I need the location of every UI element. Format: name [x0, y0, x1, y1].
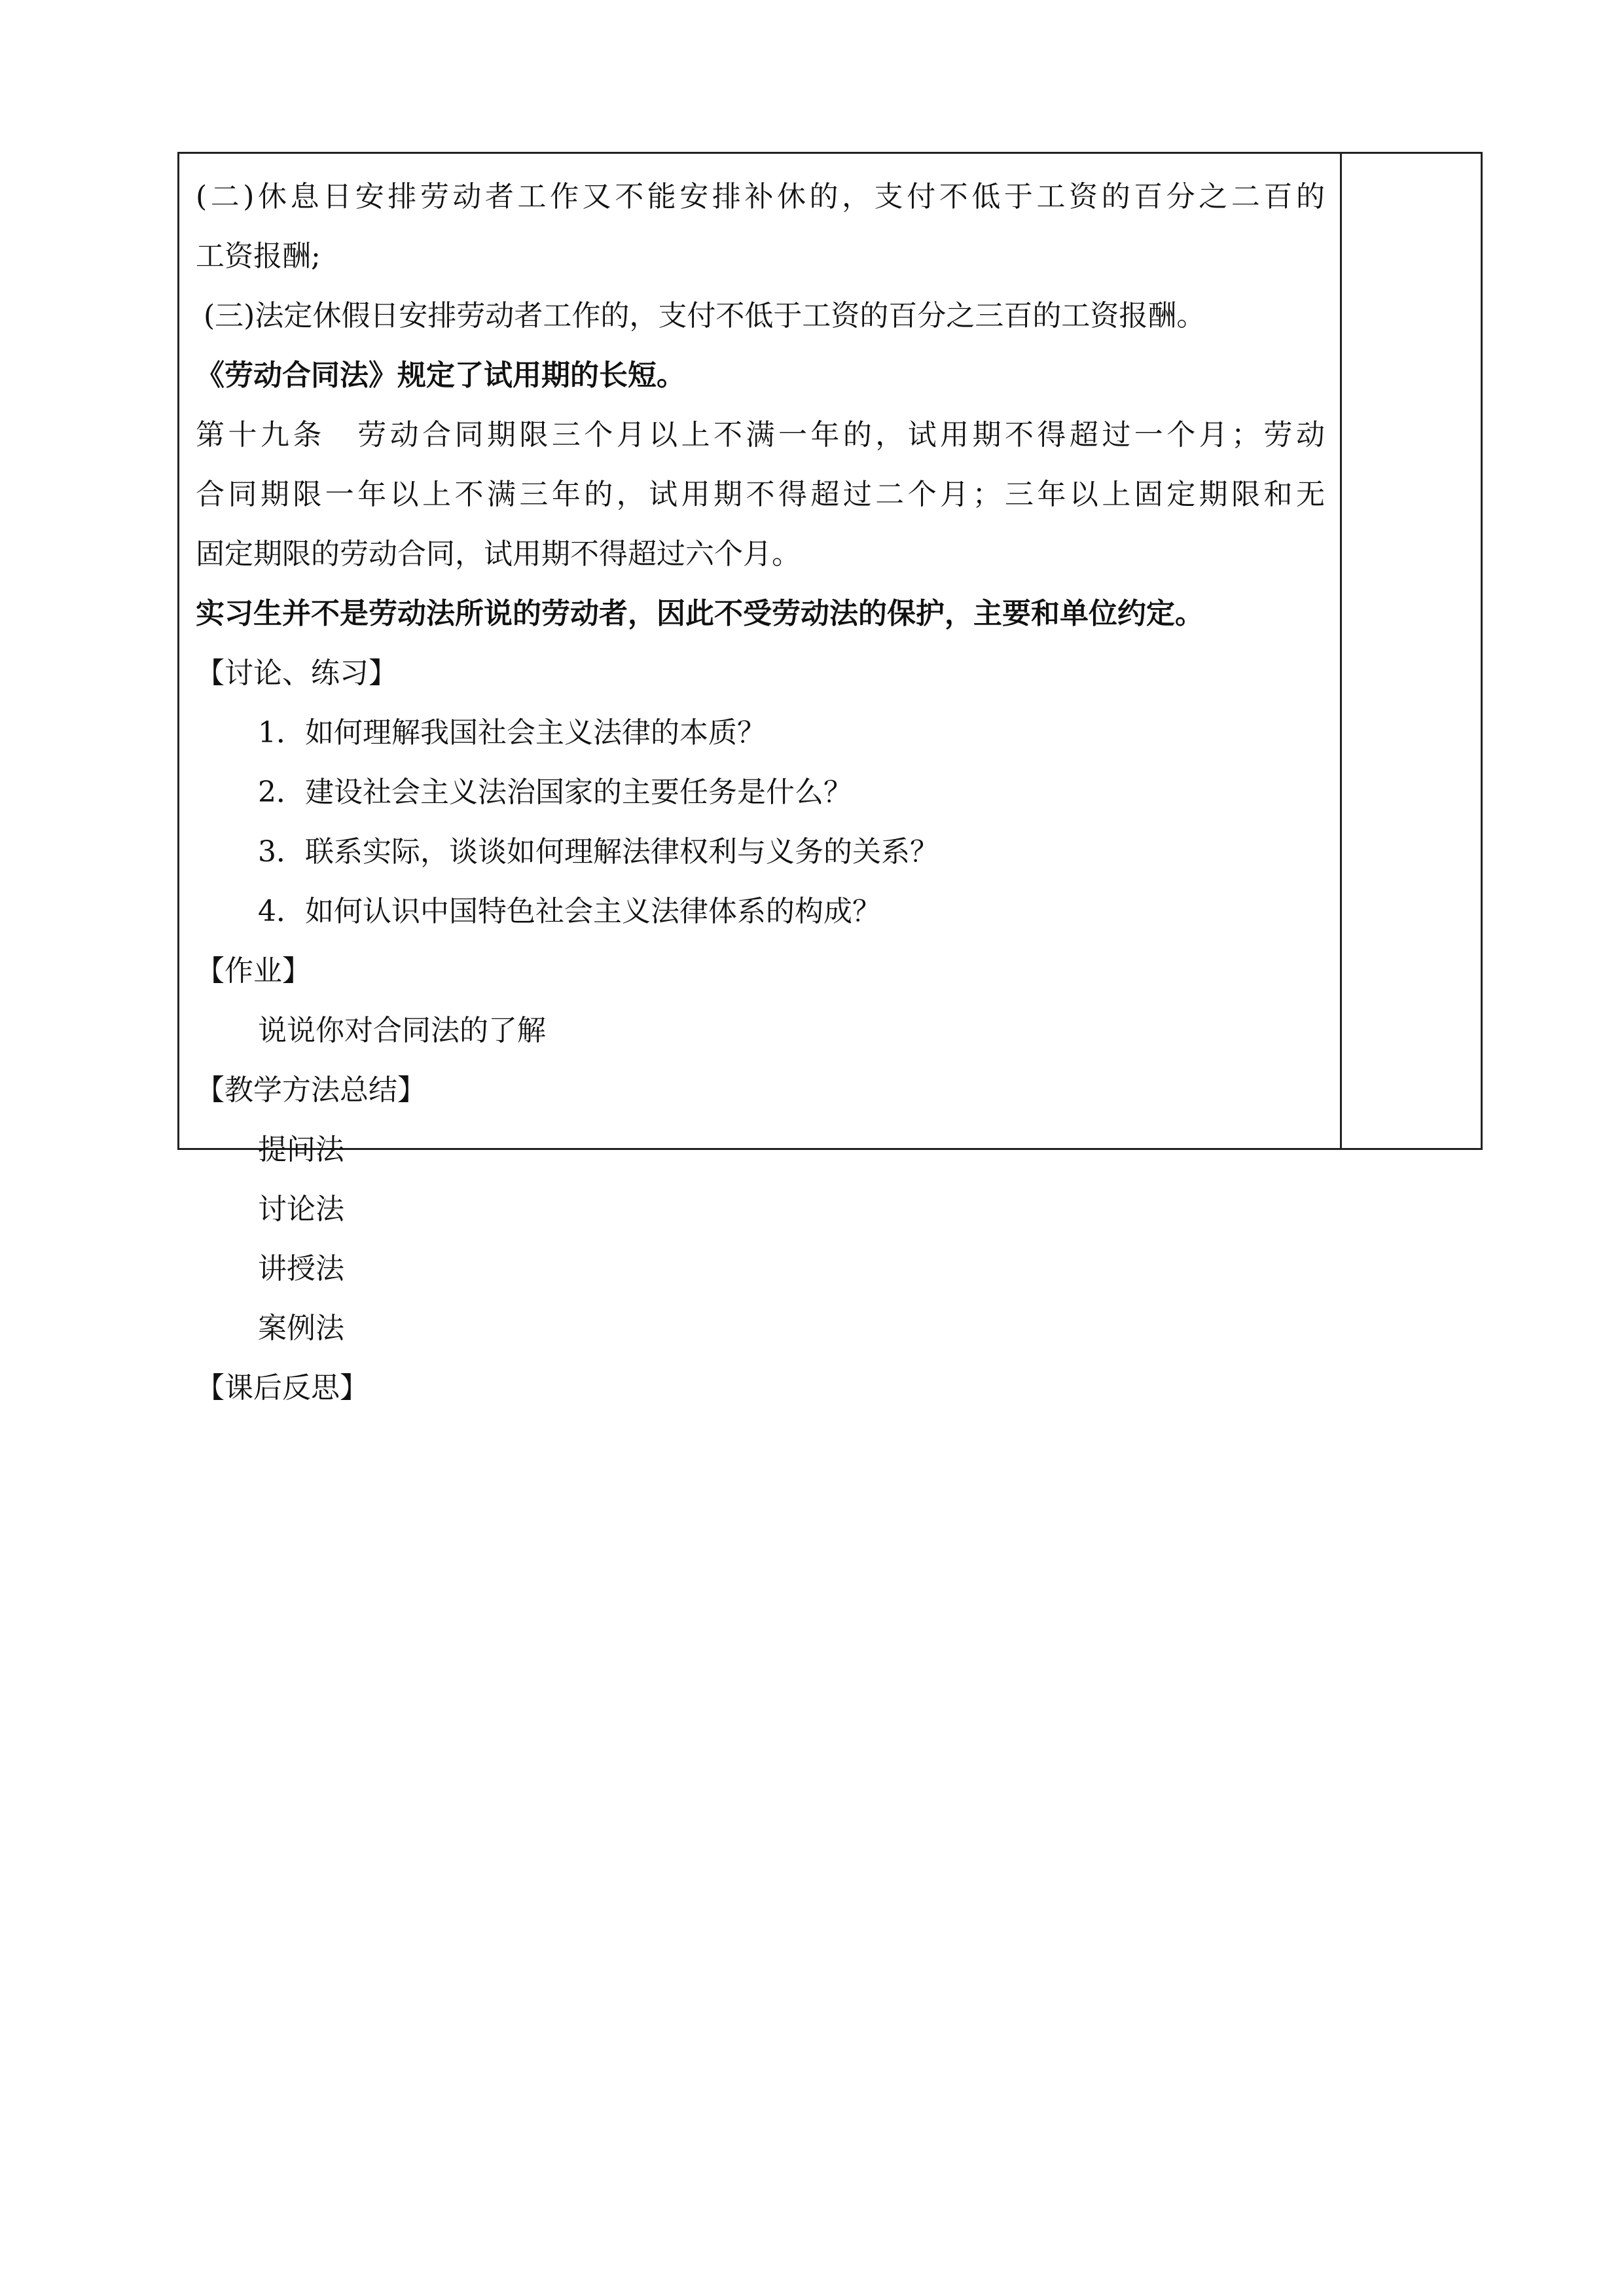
article-19-line-3: 固定期限的劳动合同，试用期不得超过六个月。 [196, 537, 801, 571]
discussion-question-2: 2．建设社会主义法治国家的主要任务是什么？ [258, 776, 852, 809]
lesson-plan-table [177, 152, 1483, 1405]
section-heading-discussion: 【讨论、练习】 [196, 656, 397, 690]
teaching-method-1: 提问法 [258, 1133, 344, 1166]
section-heading-homework: 【作业】 [196, 954, 311, 988]
article-19-line-1: 第十九条 劳动合同期限三个月以上不满一年的，试用期不得超过一个月；劳动 [196, 418, 1325, 452]
intern-note: 实习生并不是劳动法所说的劳动者，因此不受劳动法的保护，主要和单位约定。 [196, 597, 1204, 630]
overtime-rest-day-line-1: (二)休息日安排劳动者工作又不能安排补休的，支付不低于工资的百分之二百的 [196, 180, 1325, 213]
overtime-rest-day-line-2: 工资报酬; [196, 240, 321, 273]
lesson-content [196, 167, 1325, 1418]
probation-heading: 《劳动合同法》规定了试用期的长短。 [196, 359, 685, 392]
teaching-method-3: 讲授法 [258, 1252, 344, 1285]
side-notes-cell [1342, 154, 1481, 1148]
discussion-question-4: 4．如何认识中国特色社会主义法律体系的构成？ [258, 895, 881, 928]
overtime-holiday-line: (三)法定休假日安排劳动者工作的，支付不低于工资的百分之三百的工资报酬。 [204, 299, 1206, 332]
main-content-cell [179, 154, 1342, 1405]
homework-item: 说说你对合同法的了解 [258, 1014, 546, 1047]
article-19-line-2: 合同期限一年以上不满三年的，试用期不得超过二个月；三年以上固定期限和无 [196, 478, 1325, 511]
teaching-method-2: 讨论法 [258, 1193, 344, 1226]
discussion-question-1: 1．如何理解我国社会主义法律的本质？ [258, 716, 766, 749]
section-heading-methods: 【教学方法总结】 [196, 1073, 426, 1107]
section-heading-reflection: 【课后反思】 [196, 1371, 369, 1405]
discussion-question-3: 3．联系实际，谈谈如何理解法律权利与义务的关系？ [258, 835, 939, 869]
teaching-method-4: 案例法 [258, 1312, 344, 1345]
